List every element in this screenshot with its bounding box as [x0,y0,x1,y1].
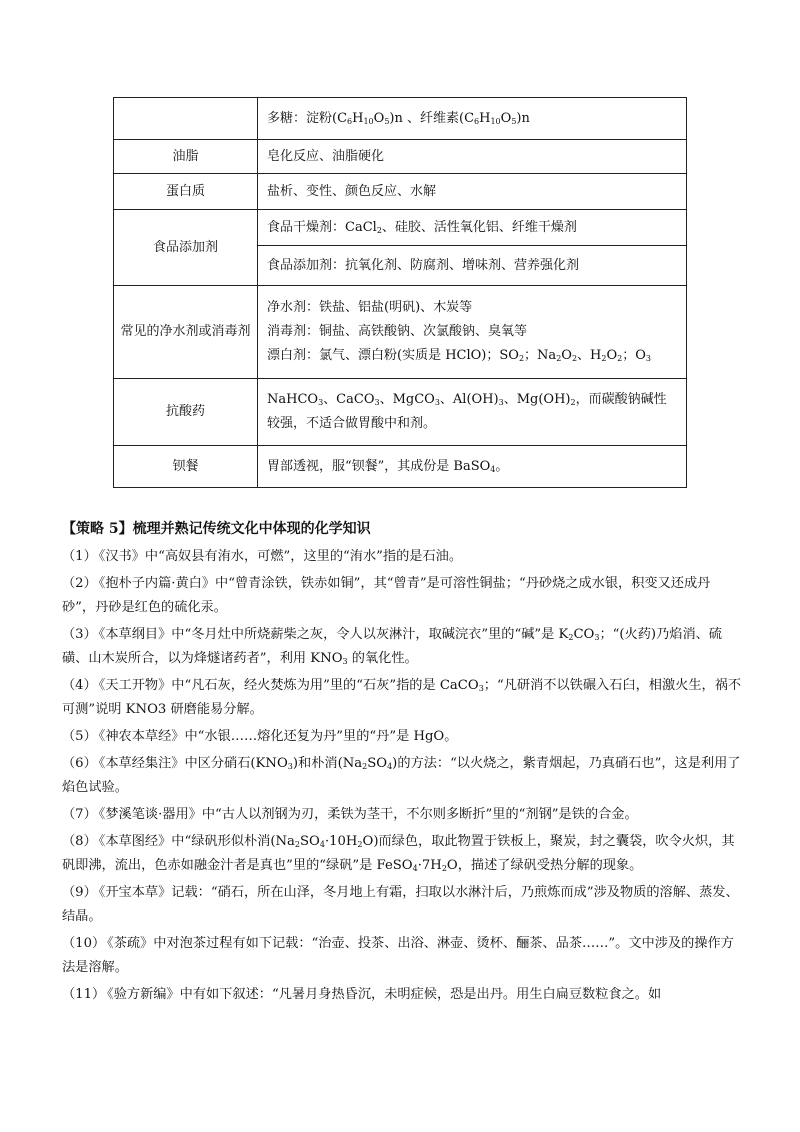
chemistry-table [113,97,687,488]
description-cell [258,379,687,446]
item-text: 《验方新编》中有如下叙述：“凡暑月身热昏沉，未明症候，恐是出丹。用生白扁豆数粒食之。如 [107,987,662,1002]
strategy-section [62,517,742,1010]
description-line: 皂化反应、油脂硬化 [267,148,385,164]
category-cell: 蛋白质 [114,174,258,210]
category-cell: 钡餐 [114,446,258,488]
description-cell [258,98,687,140]
list-item [62,545,742,569]
section-title: 【策略 5】梳理并熟记传统文化中体现的化学知识 [62,521,371,537]
description-cell [258,174,687,210]
table-row [114,174,687,210]
description-line: 食品添加剂：抗氧化剂、防腐剂、增味剂、营养强化剂 [267,257,580,273]
table-row [114,98,687,140]
category-cell: 抗酸药 [114,379,258,446]
list-item [62,572,742,620]
item-text: 《天工开物》中“凡石灰，经火焚炼为用”里的“石灰”指的是 CaCO$_3$；“凡研消不以铁碾入石臼，相激火生，祸不可测”说明 KNO3 研磨能易分解。 [62,678,742,717]
item-number: （7） [62,807,97,822]
description-cell [258,286,687,379]
description-cell [258,210,687,246]
item-number: （8） [62,834,97,849]
item-text: 《本草图经》中“绿矾形似朴消$(Na_2SO_4\cdot 10H_2O)$而绿色，取此物置于铁板上，聚炭，封之囊袋，吹令火炽，其矾即沸，流出，色赤如融金汁者是真也”里的“绿矾”是 $FeSO_4\cdot 7H_2O$，描述了绿矾受热分解的现象。 [62,834,735,873]
list-item [62,623,742,671]
list-item [62,932,742,980]
list-item [62,881,742,929]
description-line: 多糖：淀粉$(C_6H_{10}O_5)n$ 、纤维素$(C_6H_{10}O_5)n$ [267,110,530,126]
category-cell: 常见的净水剂或消毒剂 [114,286,258,379]
table-row [114,140,687,174]
item-number: （4） [62,678,97,693]
description-line: 漂白剂：氯气、漂白粉(实质是 HClO)；$SO_2$；$Na_2O_2$、$H_2O_2$；$O_3$ [267,348,652,363]
category-cell [114,98,258,140]
item-number: （5） [62,729,97,744]
description-line: 盐析、变性、颜色反应、水解 [267,183,437,199]
description-line: 消毒剂：铜盐、高铁酸钠、次氯酸钠、臭氧等 [267,324,528,339]
item-number: （6） [62,756,97,771]
description-line: NaHCO$_3$、CaCO$_3$、MgCO$_3$、$Al(OH)_3$、$Mg(OH)_2$，而碳酸钠碱性较强，不适合做胃酸中和剂。 [267,392,667,431]
list-item [62,803,742,827]
list-item [62,983,742,1007]
category-cell: 油脂 [114,140,258,174]
table-row [114,286,687,379]
item-text: 《本草经集注》中区分硝石$(KNO_3)$和朴消$(Na_2SO_4)$的方法：“以火烧之，紫青烟起，乃真硝石也”，这是利用了焰色试验。 [62,756,741,795]
item-text: 《梦溪笔谈·器用》中“古人以剂钢为刃，柔铁为茎干，不尔则多断折”里的“剂钢”是铁的合金。 [98,807,638,822]
table-row [114,210,687,246]
description-line: 净水剂：铁盐、铝盐(明矾)、木炭等 [267,300,473,315]
category-cell: 食品添加剂 [114,210,258,286]
item-number: （2） [62,576,97,591]
description-cell [258,446,687,488]
list-item [62,830,742,878]
description-cell [258,140,687,174]
item-text: 《抱朴子内篇·黄白》中“曾青涂铁，铁赤如铜”，其“曾青”是可溶性铜盐；“丹砂烧之成水银，积变又还成丹砂”，丹砂是红色的硫化汞。 [62,576,711,615]
description-line: 食品干燥剂：CaCl$_2$、硅胶、活性氧化铝、纤维干燥剂 [267,219,577,235]
item-text: 《开宝本草》记载：“硝石，所在山泽，冬月地上有霜，扫取以水淋汁后，乃煎炼而成”涉及物质的溶解、蒸发、结晶。 [62,885,739,924]
item-number: （11） [62,987,106,1002]
list-item [62,674,742,722]
table-row [114,446,687,488]
description-line: 胃部透视，服“钡餐”，其成份是 BaSO$_4$。 [267,458,509,474]
item-number: （9） [62,885,97,900]
item-text: 《神农本草经》中“水银……熔化还复为丹”里的“丹”是 HgO。 [98,729,458,744]
item-number: （1） [62,549,97,564]
description-cell [258,246,687,286]
item-text: 《汉书》中“高奴县有洧水，可燃”，这里的“洧水”指的是石油。 [98,549,463,564]
item-text: 《茶疏》中对泡茶过程有如下记载：“治壶、投茶、出浴、淋壶、烫杯、酾茶、品茶……”。文中涉及的操作方法是溶解。 [62,936,734,975]
table-row [114,379,687,446]
item-number: （10） [62,936,106,951]
item-number: （3） [62,627,97,642]
list-item [62,725,742,749]
item-text: 《本草纲目》中“冬月灶中所烧薪柴之灰，令人以灰淋汁，取碱浣衣”里的“碱”是 $K_2CO_3$；“(火药)乃焰消、硫磺、山木炭所合，以为烽燧诸药者”，利用 $KNO_3$ 的氧化性。 [62,627,722,666]
list-item [62,752,742,800]
